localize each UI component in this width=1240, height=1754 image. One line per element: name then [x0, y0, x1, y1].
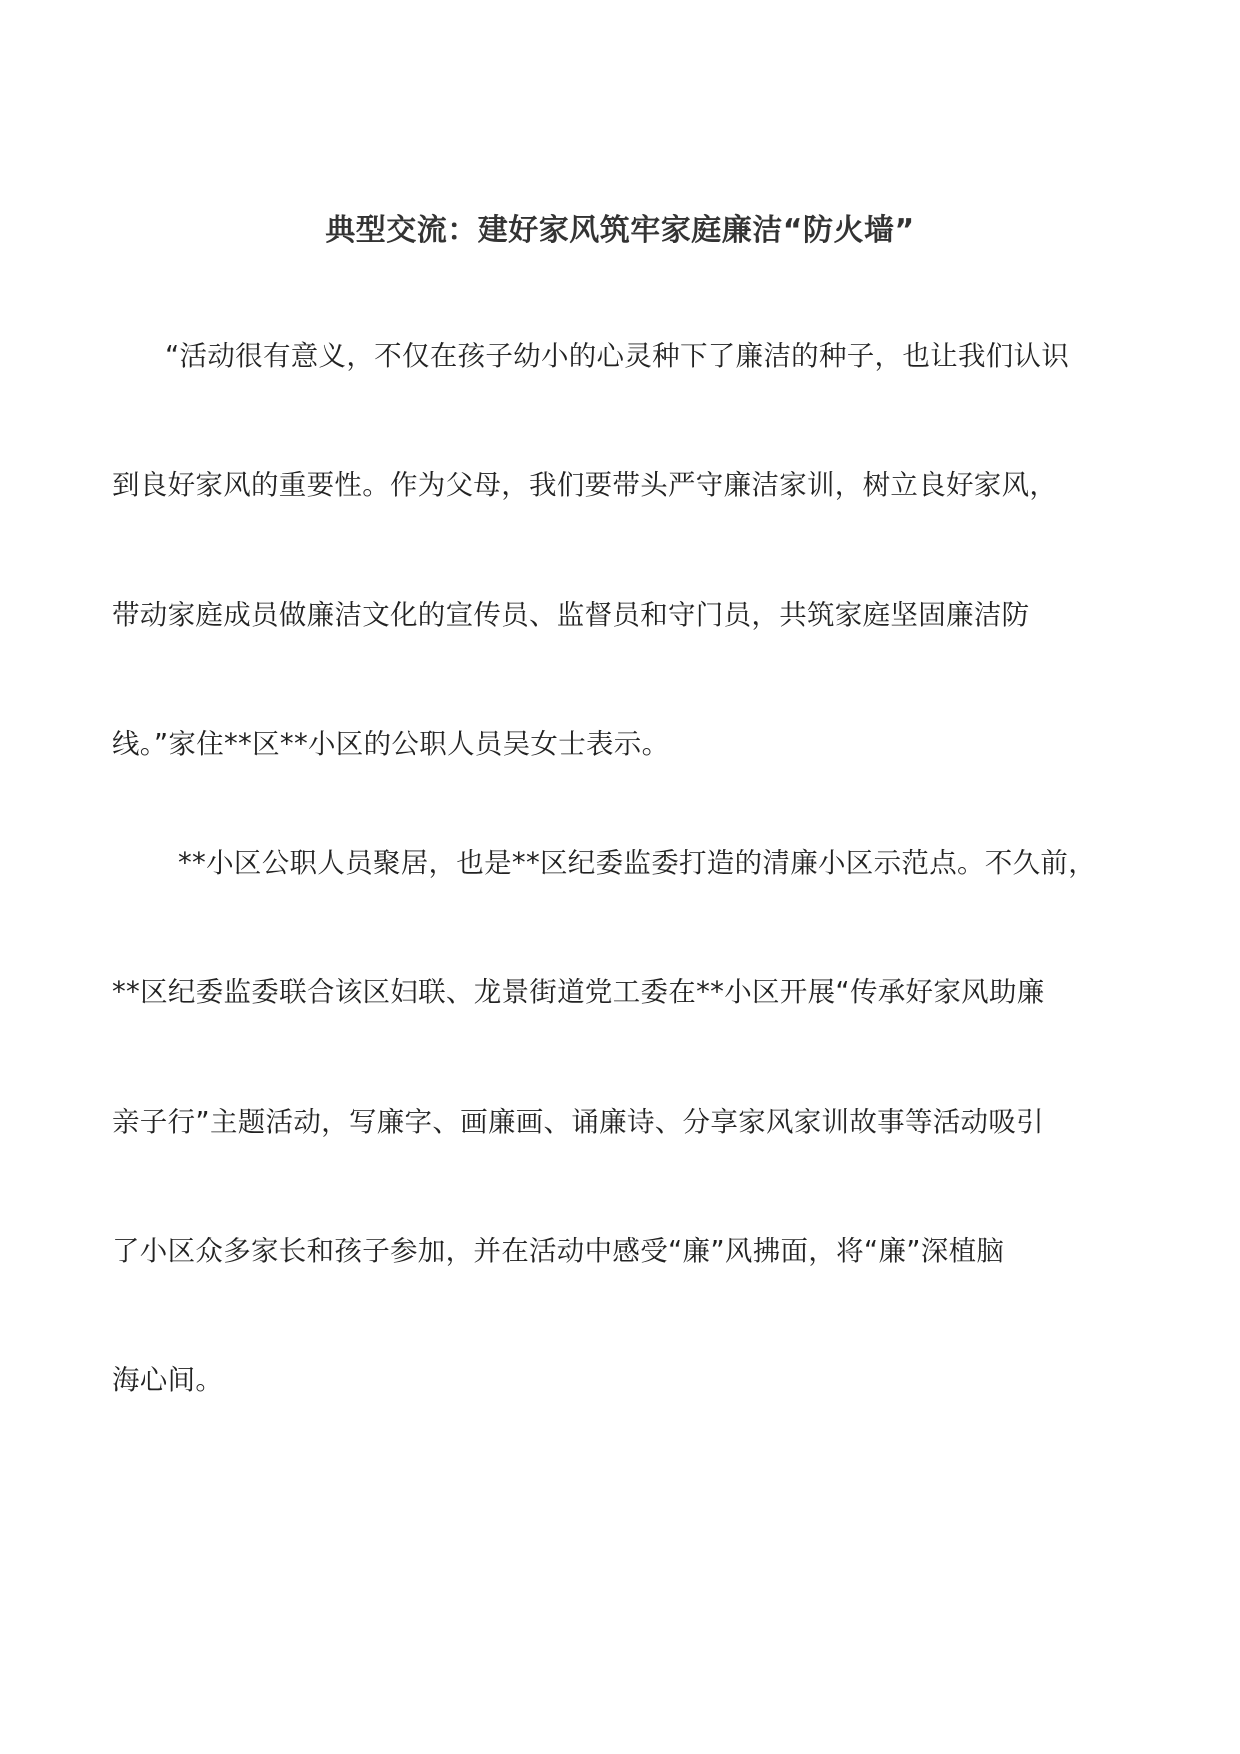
paragraph-line: **小区公职人员聚居，也是**区纪委监委打造的清廉小区示范点。不久前， — [178, 847, 1096, 879]
paragraph-line: 到良好家风的重要性。作为父母，我们要带头严守廉洁家训，树立良好家风， — [112, 469, 1058, 501]
document-title: 典型交流：建好家风筑牢家庭廉洁“防火墙” — [325, 213, 915, 248]
paragraph-line: 海心间。 — [112, 1364, 224, 1396]
paragraph-line: “活动很有意义，不仅在孩子幼小的心灵种下了廉洁的种子，也让我们认识 — [165, 340, 1070, 372]
paragraph-line: **区纪委监委联合该区妇联、龙景街道党工委在**小区开展“传承好家风助廉 — [112, 976, 1045, 1008]
paragraph-line: 了小区众多家长和孩子参加，并在活动中感受“廉”风拂面，将“廉”深植脑 — [112, 1235, 1005, 1267]
paragraph-line: 线。”家住**区**小区的公职人员吴女士表示。 — [112, 728, 670, 760]
paragraph-line: 带动家庭成员做廉洁文化的宣传员、监督员和守门员，共筑家庭坚固廉洁防 — [112, 599, 1030, 631]
paragraph-line: 亲子行”主题活动，写廉字、画廉画、诵廉诗、分享家风家训故事等活动吸引 — [112, 1106, 1044, 1138]
